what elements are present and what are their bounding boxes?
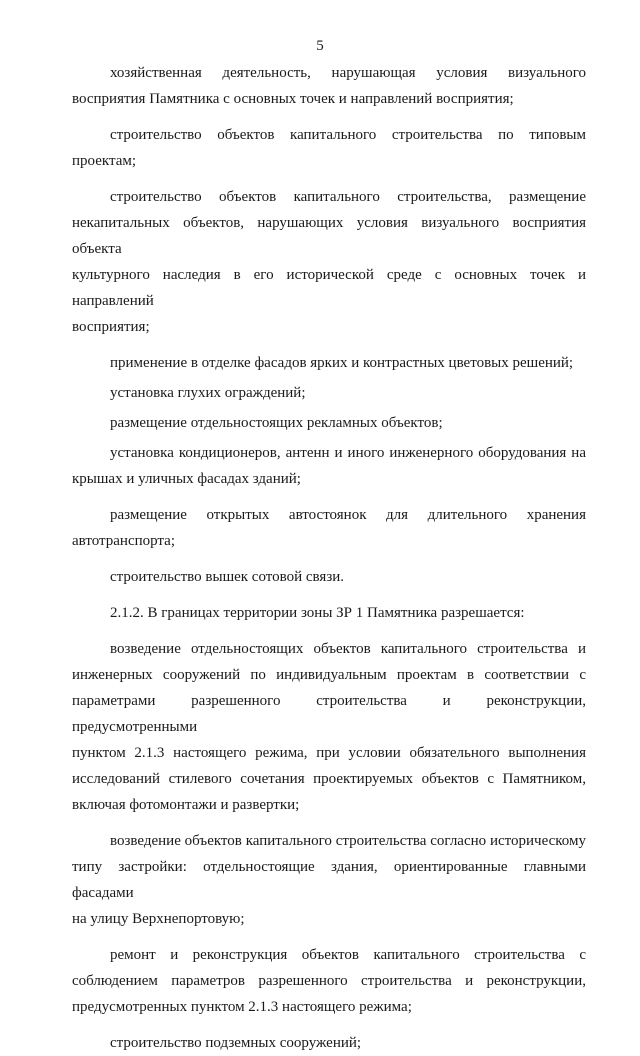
paragraph-line: предусмотренных пунктом 2.1.3 настоящего режима; [72, 999, 412, 1015]
paragraph-line: некапитальных объектов, нарушающих условия визуального восприятия объекта [72, 215, 586, 257]
paragraph-line: возведение отдельностоящих объектов капитального строительства и [110, 641, 586, 657]
paragraph [72, 942, 586, 1020]
paragraph [72, 410, 586, 436]
paragraph-line: параметрами разрешенного строительства и реконструкции, предусмотренными [72, 693, 586, 735]
paragraph-line: возведение объектов капитального строительства согласно историческому [110, 833, 586, 849]
paragraph-line: строительство объектов капитального строительства по типовым [110, 127, 586, 143]
paragraph [72, 600, 586, 626]
paragraph-line: автотранспорта; [72, 533, 176, 549]
paragraph [72, 1030, 586, 1056]
paragraph-line: применение в отделке фасадов ярких и контрастных цветовых решений; [110, 355, 574, 371]
paragraph [72, 184, 586, 340]
paragraph-line: хозяйственная деятельность, нарушающая условия визуального [110, 65, 586, 81]
paragraph [72, 502, 586, 554]
paragraph-line: строительство объектов капитального строительства, размещение [110, 189, 586, 205]
paragraph [72, 636, 586, 818]
paragraph-line: крышах и уличных фасадах зданий; [72, 471, 301, 487]
paragraph [72, 350, 586, 376]
paragraph-line: восприятия Памятника с основных точек и направлений восприятия; [72, 91, 514, 107]
paragraph [72, 60, 586, 112]
paragraph [72, 828, 586, 932]
paragraph [72, 122, 586, 174]
paragraph-line: на улицу Верхнепортовую; [72, 911, 245, 927]
paragraph-line: 2.1.2. В границах территории зоны ЗР 1 Памятника разрешается: [110, 605, 525, 621]
paragraph-line: проектам; [72, 153, 137, 169]
paragraph-line: размещение отдельностоящих рекламных объектов; [110, 415, 443, 431]
paragraph-line: установка глухих ограждений; [110, 385, 306, 401]
paragraph-line: типу застройки: отдельностоящие здания, ориентированные главными фасадами [72, 859, 586, 901]
paragraph-line: восприятия; [72, 319, 150, 335]
paragraph-line: размещение открытых автостоянок для длительного хранения [110, 507, 586, 523]
paragraph-line: установка кондиционеров, антенн и иного инженерного оборудования на [110, 445, 586, 461]
paragraph-line: культурного наследия в его исторической среде с основных точек и направлений [72, 267, 586, 309]
paragraph-line: включая фотомонтажи и развертки; [72, 797, 300, 813]
paragraph-line: инженерных сооружений по индивидуальным проектам в соответствии с [72, 667, 586, 683]
paragraph-line: ремонт и реконструкция объектов капитального строительства с [110, 947, 586, 963]
paragraph-line: строительство подземных сооружений; [110, 1035, 362, 1051]
paragraph-line: пунктом 2.1.3 настоящего режима, при условии обязательного выполнения [72, 745, 586, 761]
paragraph-line: соблюдением параметров разрешенного строительства и реконструкции, [72, 973, 586, 989]
document-body [72, 60, 586, 1056]
page-number: 5 [316, 38, 324, 54]
paragraph-line: строительство вышек сотовой связи. [110, 569, 345, 585]
paragraph-line: исследований стилевого сочетания проектируемых объектов с Памятником, [72, 771, 586, 787]
paragraph [72, 380, 586, 406]
paragraph [72, 440, 586, 492]
paragraph [72, 564, 586, 590]
